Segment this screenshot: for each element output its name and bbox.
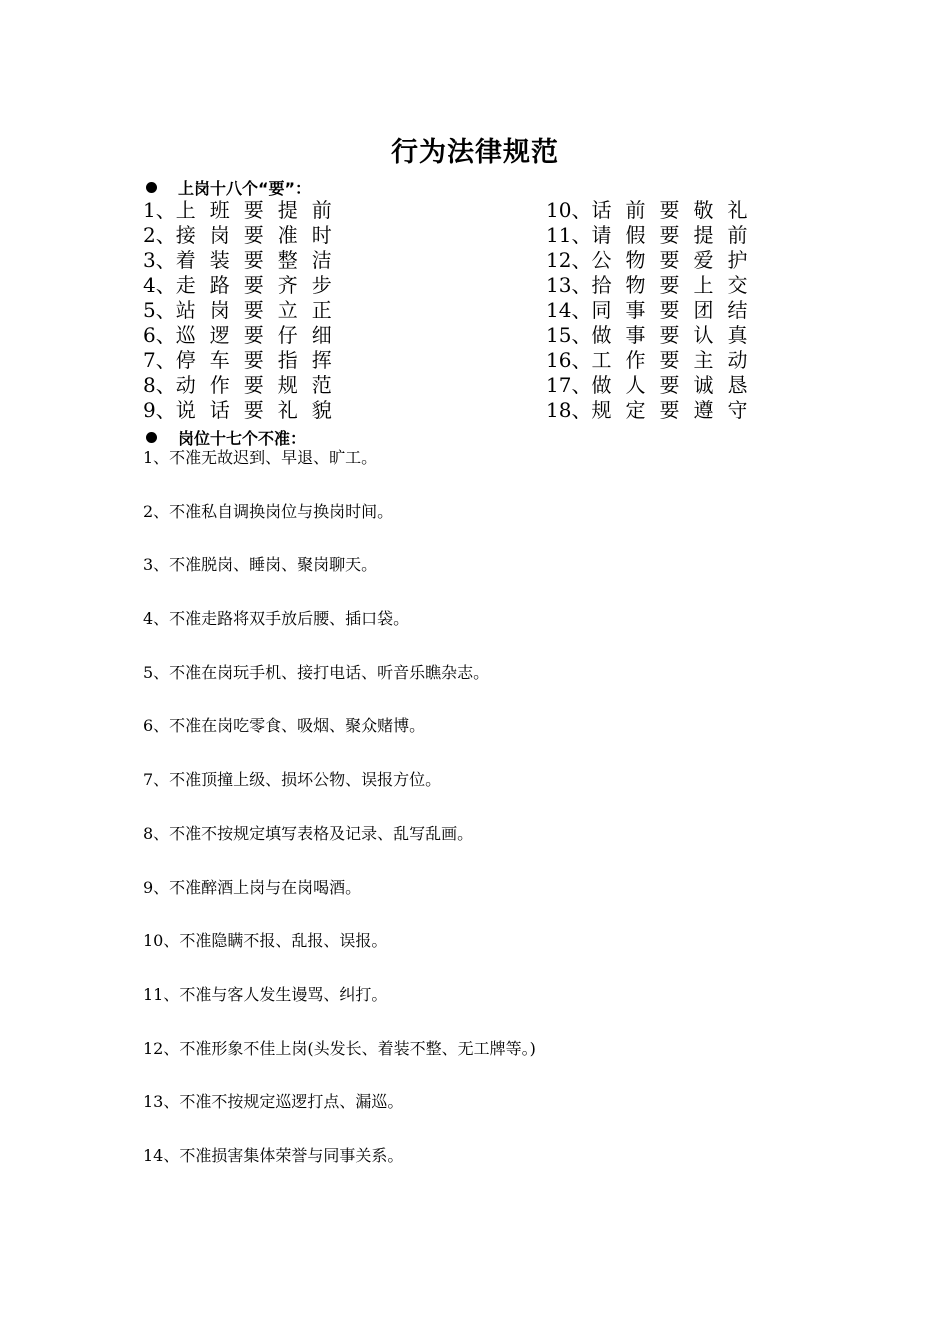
list-item: 11、不准与客人发生谩骂、纠打。 <box>143 984 388 1004</box>
list-item: 3、不准脱岗、睡岗、聚岗聊天。 <box>143 555 378 575</box>
bullet-icon <box>146 432 157 443</box>
requirement-item: 17、做人要诚恳 <box>546 373 762 397</box>
prohibitions-list <box>143 447 536 1199</box>
section-heading-text: 岗位十七个不准： <box>178 429 307 448</box>
requirement-item: 7、停车要指挥 <box>143 348 346 372</box>
requirement-item: 11、请假要提前 <box>546 223 762 247</box>
requirement-item: 12、公物要爱护 <box>546 248 762 272</box>
requirement-item: 13、拾物要上交 <box>546 273 762 297</box>
requirement-item: 9、说话要礼貌 <box>143 398 346 422</box>
list-item: 2、不准私自调换岗位与换岗时间。 <box>143 501 394 521</box>
requirement-item: 14、同事要团结 <box>546 298 762 322</box>
list-item: 10、不准隐瞒不报、乱报、误报。 <box>143 931 388 951</box>
section-heading-prohibitions <box>146 426 306 449</box>
list-item: 4、不准走路将双手放后腰、插口袋。 <box>143 609 410 629</box>
requirement-item: 18、规定要遵守 <box>546 398 762 422</box>
list-item: 5、不准在岗玩手机、接打电话、听音乐瞧杂志。 <box>143 662 490 682</box>
requirement-item: 6、巡逻要仔细 <box>143 323 346 347</box>
list-item: 1、不准无故迟到、早退、旷工。 <box>143 448 378 467</box>
page-title: 行为法律规范 <box>391 137 559 168</box>
list-item: 8、不准不按规定填写表格及记录、乱写乱画。 <box>143 823 474 843</box>
list-item: 6、不准在岗吃零食、吸烟、聚众赌博。 <box>143 716 426 736</box>
requirement-item: 1、上班要提前 <box>143 198 346 222</box>
requirement-item: 2、接岗要准时 <box>143 223 346 247</box>
requirement-item: 3、着装要整洁 <box>143 248 346 272</box>
requirement-item: 8、动作要规范 <box>143 373 346 397</box>
requirement-item: 4、走路要齐步 <box>143 273 346 297</box>
bullet-icon <box>146 182 157 193</box>
list-item: 7、不准顶撞上级、损坏公物、误报方位。 <box>143 770 442 790</box>
list-item: 9、不准醉酒上岗与在岗喝酒。 <box>143 877 362 897</box>
list-item: 14、不准损害集体荣誉与同事关系。 <box>143 1145 404 1165</box>
requirement-item: 5、站岗要立正 <box>143 298 346 322</box>
requirements-column-right <box>546 198 761 423</box>
requirement-item: 15、做事要认真 <box>546 323 762 347</box>
requirement-item: 16、工作要主动 <box>546 348 762 372</box>
section-heading-requirements <box>146 176 311 199</box>
list-item: 13、不准不按规定巡逻打点、漏巡。 <box>143 1092 404 1112</box>
requirement-item: 10、话前要敬礼 <box>546 198 762 222</box>
requirements-column-left <box>143 198 346 423</box>
list-item: 12、不准形象不佳上岗(头发长、着装不整、无工牌等。) <box>143 1038 536 1058</box>
section-heading-text: 上岗十八个“要”： <box>178 179 312 198</box>
